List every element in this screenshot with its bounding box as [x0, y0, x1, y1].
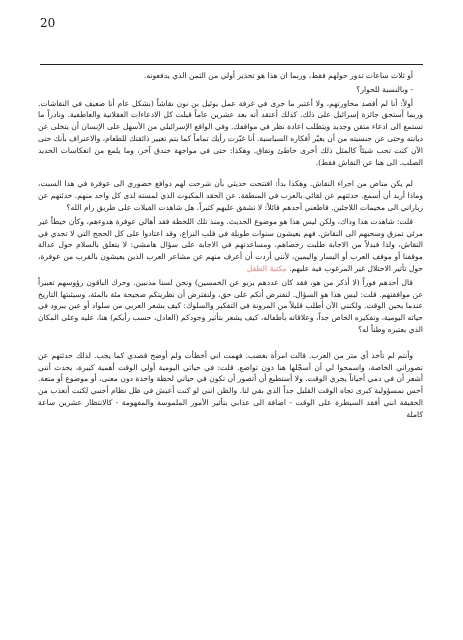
paragraph-3: أولاً: أنا لم أقصد محاورتهم، ولا أعتبر ما جرى في غرفة عمل يوئيل بن نون نقاشاً (بشكل عام أنا ضعيف في النقاشات. وربما أستحق جائزة إسرائيل على ذلك. كذلك أعتقد أنه بعد عشرين عاماً قيلت كل الادعاءات العقلانية والعاطفية. ونادراً ما تستمع الى ادعاء متقن وجديد ويتطلب اعادة نظر في مواقفك. وفي الواقع الإسرائيلي من الأسهل على الإنسان أن يتخلى عن ديانته وحتى عن جنسيته من أن يغيّر أفكاره السياسية. أنا غيّرت رأيك تماماً كما يتم تغيير ذائقتك للطعام، والاعتراف بأنك حتى الآن كنت تحب شيئاً كالمثل ذلك أخرى خاطئ ونفاق. وهكذا: حتى في مواجهة خندق آخر، وما يلمع من انعكاسات الحديد الصلب. الى هنا عن النقاش فقط). — [38, 98, 423, 167]
paragraph-7: وأنتم لم تأخذ أي متر من العرب. قالت امرأة بغضب. فهمت اني أخطأت ولم أوضح قصدي كما يجب. لذلك حدثتهم عن تصوراتي الخاصة، واسمحوا لي أن أسجّلها هنا دون تواضع. قلت: في حياتي اليومية أولي الوقت أهمية كبيرة، يحدث أنني أشعر أن في دمي أحياناً يجري الوقت. ولا أستطيع أن أتصور أن تكون في حياتي لحظة واحدة دون معنى، أو موضوع أو متعة. أحس بمسؤولية كبرى تجاه الوقت القليل جداً الذي بقي لنا. والظن انني لو كنت أعيش في ظل نظام أجنبي لكنت أتعذب من الحقيقة انني أفقد السيطرة على الوقت - اضافة الى عذابي بتأثير الأمور الملموسة والمفهومة - كالانتظار عشرين ساعة كاملة — [38, 350, 423, 419]
page-number: 20 — [40, 16, 56, 30]
watermark-stamp: مكتبة الطفل — [246, 263, 287, 273]
paragraph-4: لم يكن مناص من اجراء النقاش. وهكذا بدأ: افتتحت حديثي بأن شرحت لهم دوافع حضوري الى عوفرة في هذا السبت، وماذا أريد أن أسمع. حدثتهم عن لقائي بالعرب في المنطقة. عن الحقد المكبوت الذي لمسته لدى كل واحد منهم. حدثتهم عن زياراتي الى مخيمات اللاجئين. قاطعني أحدهم قائلاً: لا تشفق عليهم كثيراً. هل شاهدت الفيلات على طريق رام الله؟ — [38, 179, 423, 212]
paragraph-5-text: قلت: شاهدت هذا وذاك، ولكن ليس هذا هو موضوع الحديث. ومنذ تلك اللحظة فقد أهالي عوفرة هدوءهم، وكأن خيطاً غير مرئي تمزق وسحبهم الى النقاش. فهم يعيشون سنوات طويلة في قلب النزاع، وقد اعتادوا على كل الحجج التي لا تجدي في النقاش، ولذا فبدلاً من الاجابة طلبت رخصاهم، ومساعدتهم في الاجابة على سؤال هامشي: لا يتعلق بالسلام حول عدالة موقفنا أو موقف العرب أو اليسار واليمين، لأنني أردت أن أعرف منهم عن مشاعر العرب الذين يعيشون بالقرب من عوفرة، حول تأثير الاحتلال غير المرغوب فيه عليهم. — [38, 216, 423, 273]
paragraph-6: قال أحدهم فوراً (لا أذكر من هو، فقد كان عددهم يربو عن الخمسين) ونحن لسنا مذنبين. وحرك الباقون رؤوسهم تعبيراً عن موافقتهم. قلت: ليس هذا هو السؤال. لنفترض أنكم على حق، ولنفترض أن نظريتكم صحيحة مئة بالمئة، وسيثبتها التاريخ عندما يحين الوقت. ولكنني الآن أطلب قليلاً من المرونة في التفكير والسلوك: كيف يشعر العربي من سلواد أو عين يبرود في حياته اليومية، وتفكيره الخاص جداً، وعلاقاته بأطفاله، كيف يشعر بتأثير وجودكم (العادل، حسب رأيكم) هنا، عليه وعلى المكان الذي يعتبره وطناً له؟ — [38, 277, 423, 334]
paragraph-2: - وبالنسبة للحوار؟ — [356, 84, 413, 94]
paragraph-5 — [38, 216, 423, 275]
paragraph-1: أو ثلاث ساعات تدور حولهم فقط، وربما ان هذا هو تحذير أولي من الثمن الذي يدفعونه. — [143, 71, 413, 80]
body-text — [38, 70, 423, 628]
header-rule — [40, 64, 423, 65]
